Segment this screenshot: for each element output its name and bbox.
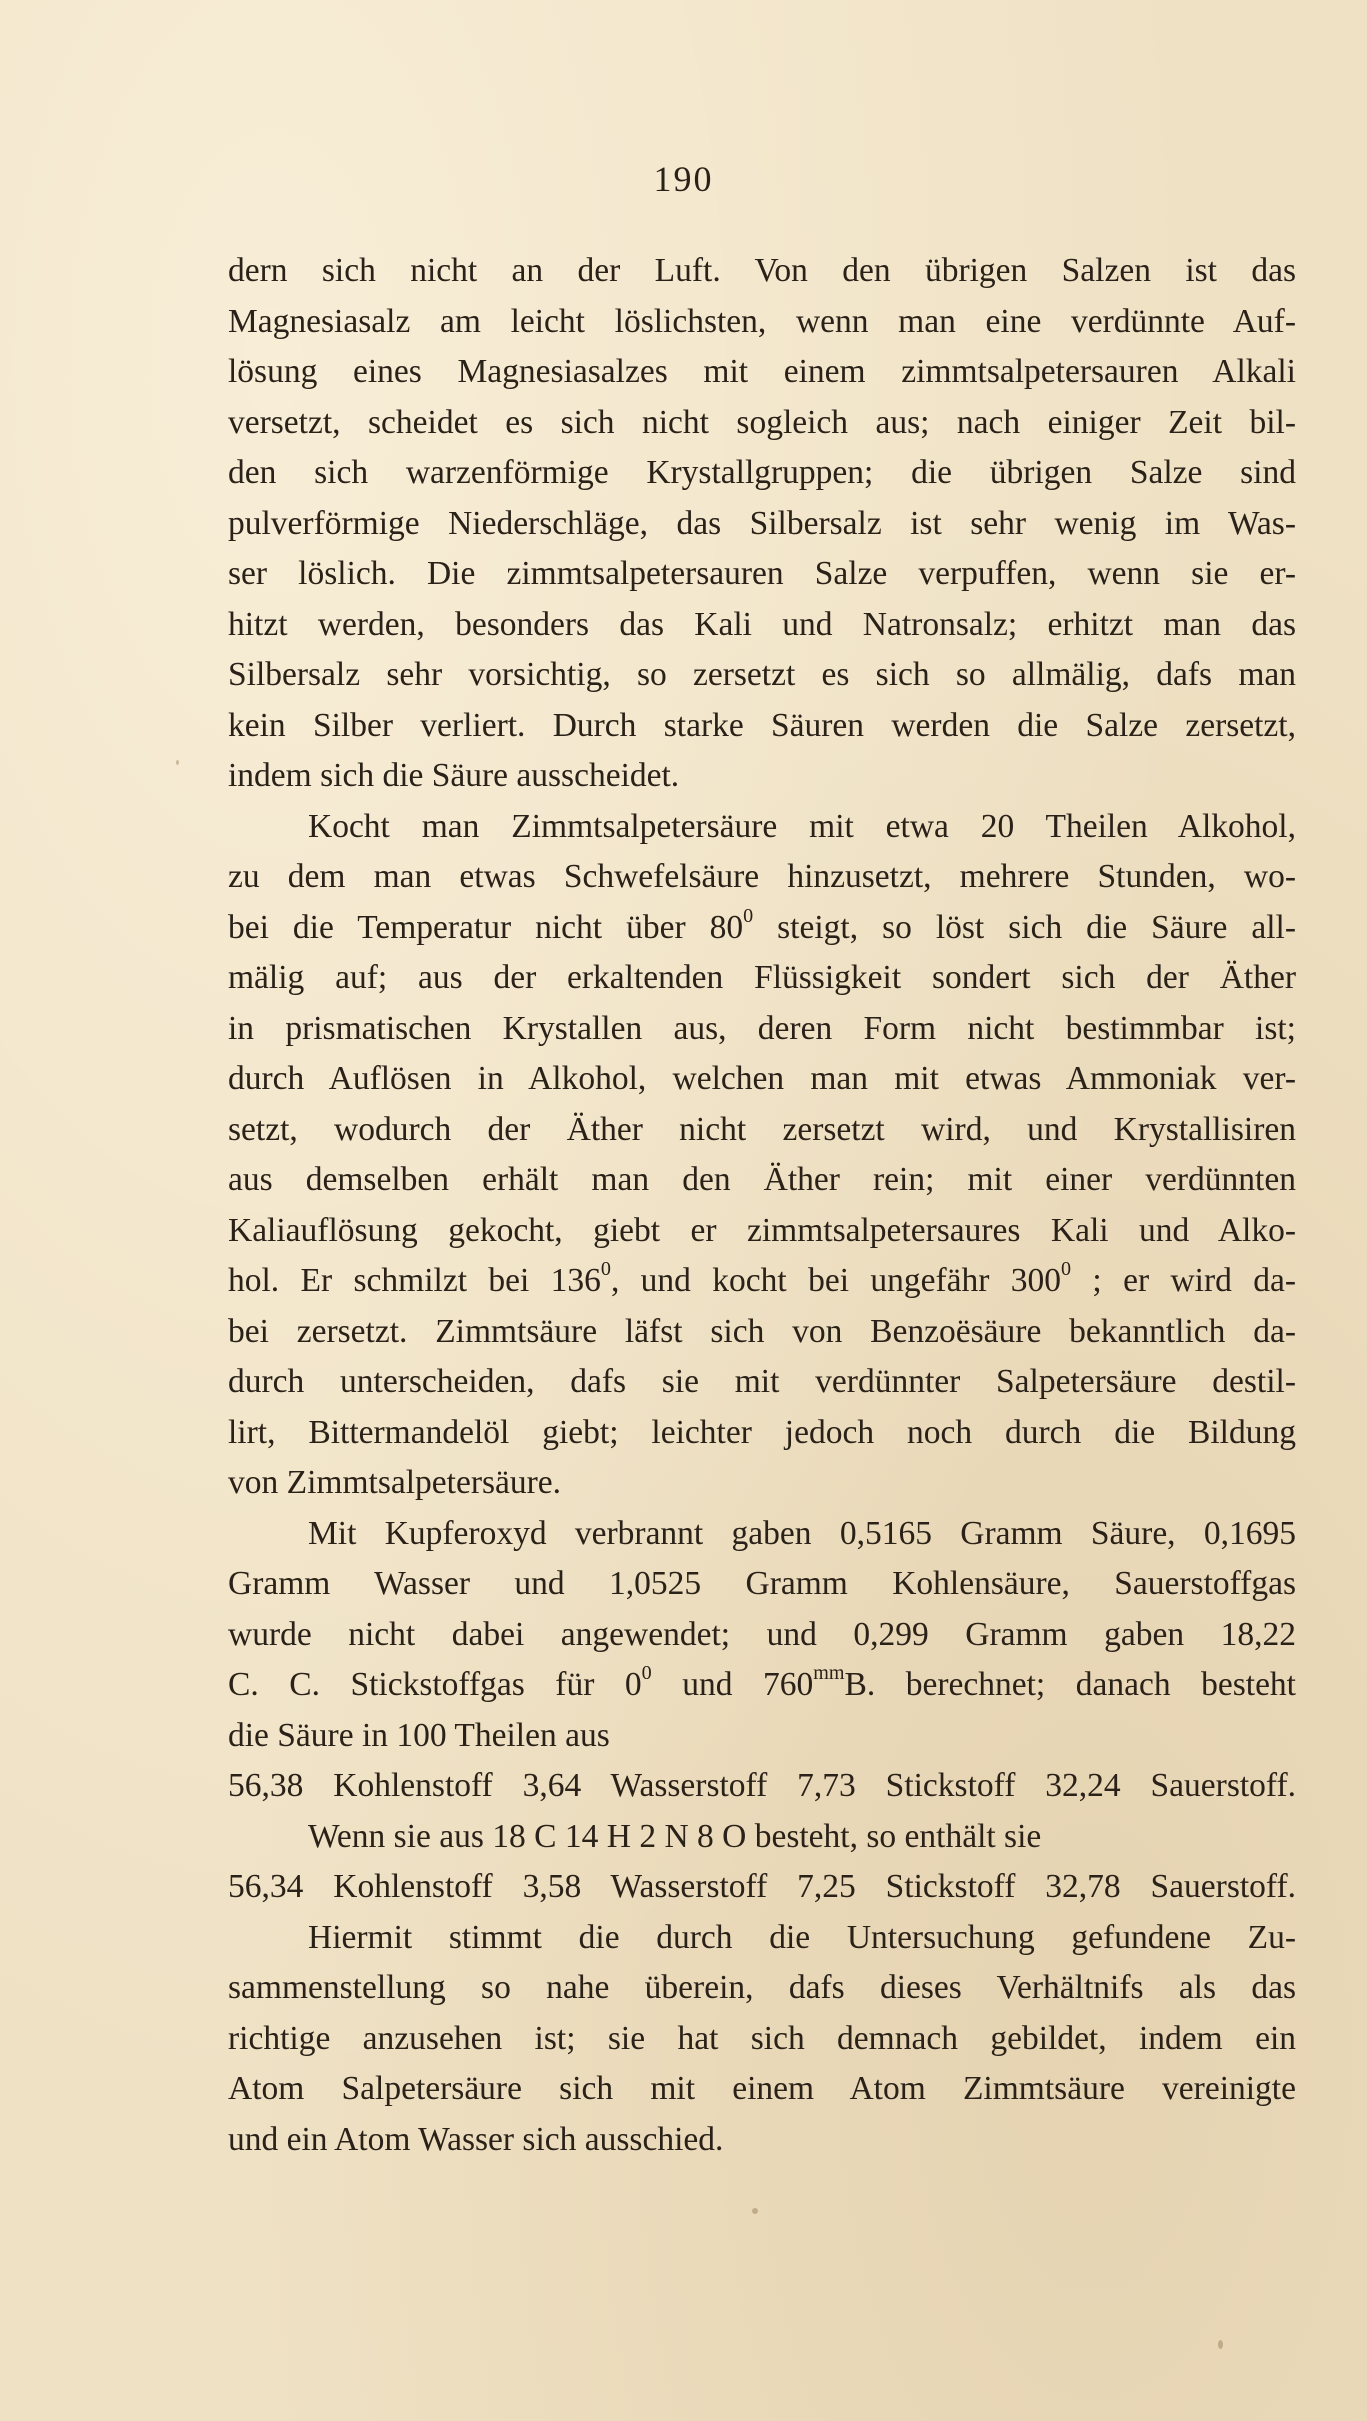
- body-text: [228, 246, 1296, 2165]
- degree-sign: 0: [600, 1257, 611, 1280]
- text-line: von Zimmtsalpetersäure.: [228, 1464, 562, 1501]
- text-line: Silbersalz sehr vorsichtig, so zersetzt es sich so allmälig, dafs man: [228, 656, 1296, 693]
- text-line: Hiermit stimmt die durch die Untersuchung gefundene Zu-: [308, 1918, 1296, 1956]
- text-fragment: ; er wird da-: [1071, 1262, 1296, 1299]
- text-line: lirt, Bittermandelöl giebt; leichter jedoch noch durch die Bildung: [228, 1413, 1296, 1451]
- text-fragment: und 760: [651, 1666, 814, 1703]
- text-line: durch unterscheiden, dafs sie mit verdünnter Salpetersäure destil-: [228, 1363, 1296, 1400]
- page-number: 190: [653, 159, 714, 199]
- degree-sign: 0: [641, 1661, 652, 1684]
- degree-sign: 0: [1061, 1257, 1072, 1280]
- text-line: Kocht man Zimmtsalpetersäure mit etwa 20 Theilen Alkohol,: [308, 807, 1296, 845]
- text-line: Magnesiasalz am leicht löslichsten, wenn man eine verdünnte Auf-: [228, 302, 1296, 340]
- text-line: die Säure in 100 Theilen aus: [228, 1716, 610, 1754]
- text-line: dern sich nicht an der Luft. Von den übrigen Salzen ist das: [228, 252, 1296, 289]
- text-line: aus demselben erhält man den Äther rein; mit einer verdünnten: [228, 1161, 1296, 1198]
- text-line: Gramm Wasser und 1,0525 Gramm Kohlensäure, Sauerstoffgas: [228, 1565, 1296, 1602]
- text-line: in prismatischen Krystallen aus, deren Form nicht bestimmbar ist;: [228, 1009, 1296, 1047]
- unit-superscript: mm: [813, 1661, 845, 1684]
- text-line: Atom Salpetersäure sich mit einem Atom Zimmtsäure vereinigte: [228, 2070, 1296, 2107]
- text-line: wurde nicht dabei angewendet; und 0,299 Gramm gaben 18,22: [228, 1615, 1296, 1653]
- text-line: Mit Kupferoxyd verbrannt gaben 0,5165 Gramm Säure, 0,1695: [308, 1514, 1296, 1552]
- text-line: lösung eines Magnesiasalzes mit einem zimmtsalpetersauren Alkali: [228, 353, 1296, 390]
- paper-speck: [752, 2208, 758, 2214]
- text-line: Wenn sie aus 18 C 14 H 2 N 8 O besteht, so enthält sie: [308, 1817, 1042, 1855]
- text-line: [228, 1660, 1296, 1711]
- text-line: indem sich die Säure ausscheidet.: [228, 757, 680, 794]
- text-fragment: B. berechnet; danach besteht: [844, 1666, 1296, 1703]
- text-line: mälig auf; aus der erkaltenden Flüssigkeit sondert sich der Äther: [228, 959, 1296, 996]
- result-line: 56,34 Kohlenstoff 3,58 Wasserstoff 7,25 Stickstoff 32,78 Sauerstoff.: [228, 1868, 1296, 1905]
- text-line: versetzt, scheidet es sich nicht sogleich aus; nach einiger Zeit bil-: [228, 403, 1296, 441]
- text-line: Kaliauflösung gekocht, giebt er zimmtsalpetersaures Kali und Alko-: [228, 1211, 1296, 1249]
- text-fragment: steigt, so löst sich die Säure all-: [753, 908, 1296, 946]
- text-line: sammenstellung so nahe überein, dafs dieses Verhältnifs als das: [228, 1969, 1296, 2006]
- text-line: den sich warzenförmige Krystallgruppen; die übrigen Salze sind: [228, 454, 1296, 491]
- paper-speck: [1218, 2340, 1223, 2349]
- text-line: richtige anzusehen ist; sie hat sich demnach gebildet, indem ein: [228, 2019, 1296, 2057]
- text-line: zu dem man etwas Schwefelsäure hinzusetzt, mehrere Stunden, wo-: [228, 858, 1296, 895]
- text-line: setzt, wodurch der Äther nicht zersetzt wird, und Krystallisiren: [228, 1110, 1296, 1148]
- degree-sign: 0: [743, 904, 754, 927]
- text-line: [228, 903, 1296, 954]
- result-line: 56,38 Kohlenstoff 3,64 Wasserstoff 7,73 Stickstoff 32,24 Sauerstoff.: [228, 1767, 1296, 1804]
- text-line: kein Silber verliert. Durch starke Säuren werden die Salze zersetzt,: [228, 706, 1296, 744]
- text-line: und ein Atom Wasser sich ausschied.: [228, 2120, 724, 2158]
- text-fragment: bei die Temperatur nicht über 80: [228, 908, 744, 946]
- text-fragment: hol. Er schmilzt bei 136: [228, 1262, 601, 1299]
- text-line: durch Auflösen in Alkohol, welchen man mit etwas Ammoniak ver-: [228, 1060, 1296, 1097]
- text-fragment: , und kocht bei ungefähr 300: [610, 1262, 1062, 1299]
- text-line: [228, 1256, 1296, 1307]
- text-line: bei zersetzt. Zimmtsäure läfst sich von Benzoësäure bekanntlich da-: [228, 1312, 1296, 1350]
- text-line: ser löslich. Die zimmtsalpetersauren Salze verpuffen, wenn sie er-: [228, 555, 1296, 592]
- text-line: pulverförmige Niederschläge, das Silbersalz ist sehr wenig im Was-: [228, 504, 1296, 542]
- text-line: hitzt werden, besonders das Kali und Natronsalz; erhitzt man das: [228, 605, 1296, 643]
- paper-speck: [176, 760, 179, 765]
- text-fragment: C. C. Stickstoffgas für 0: [228, 1666, 642, 1703]
